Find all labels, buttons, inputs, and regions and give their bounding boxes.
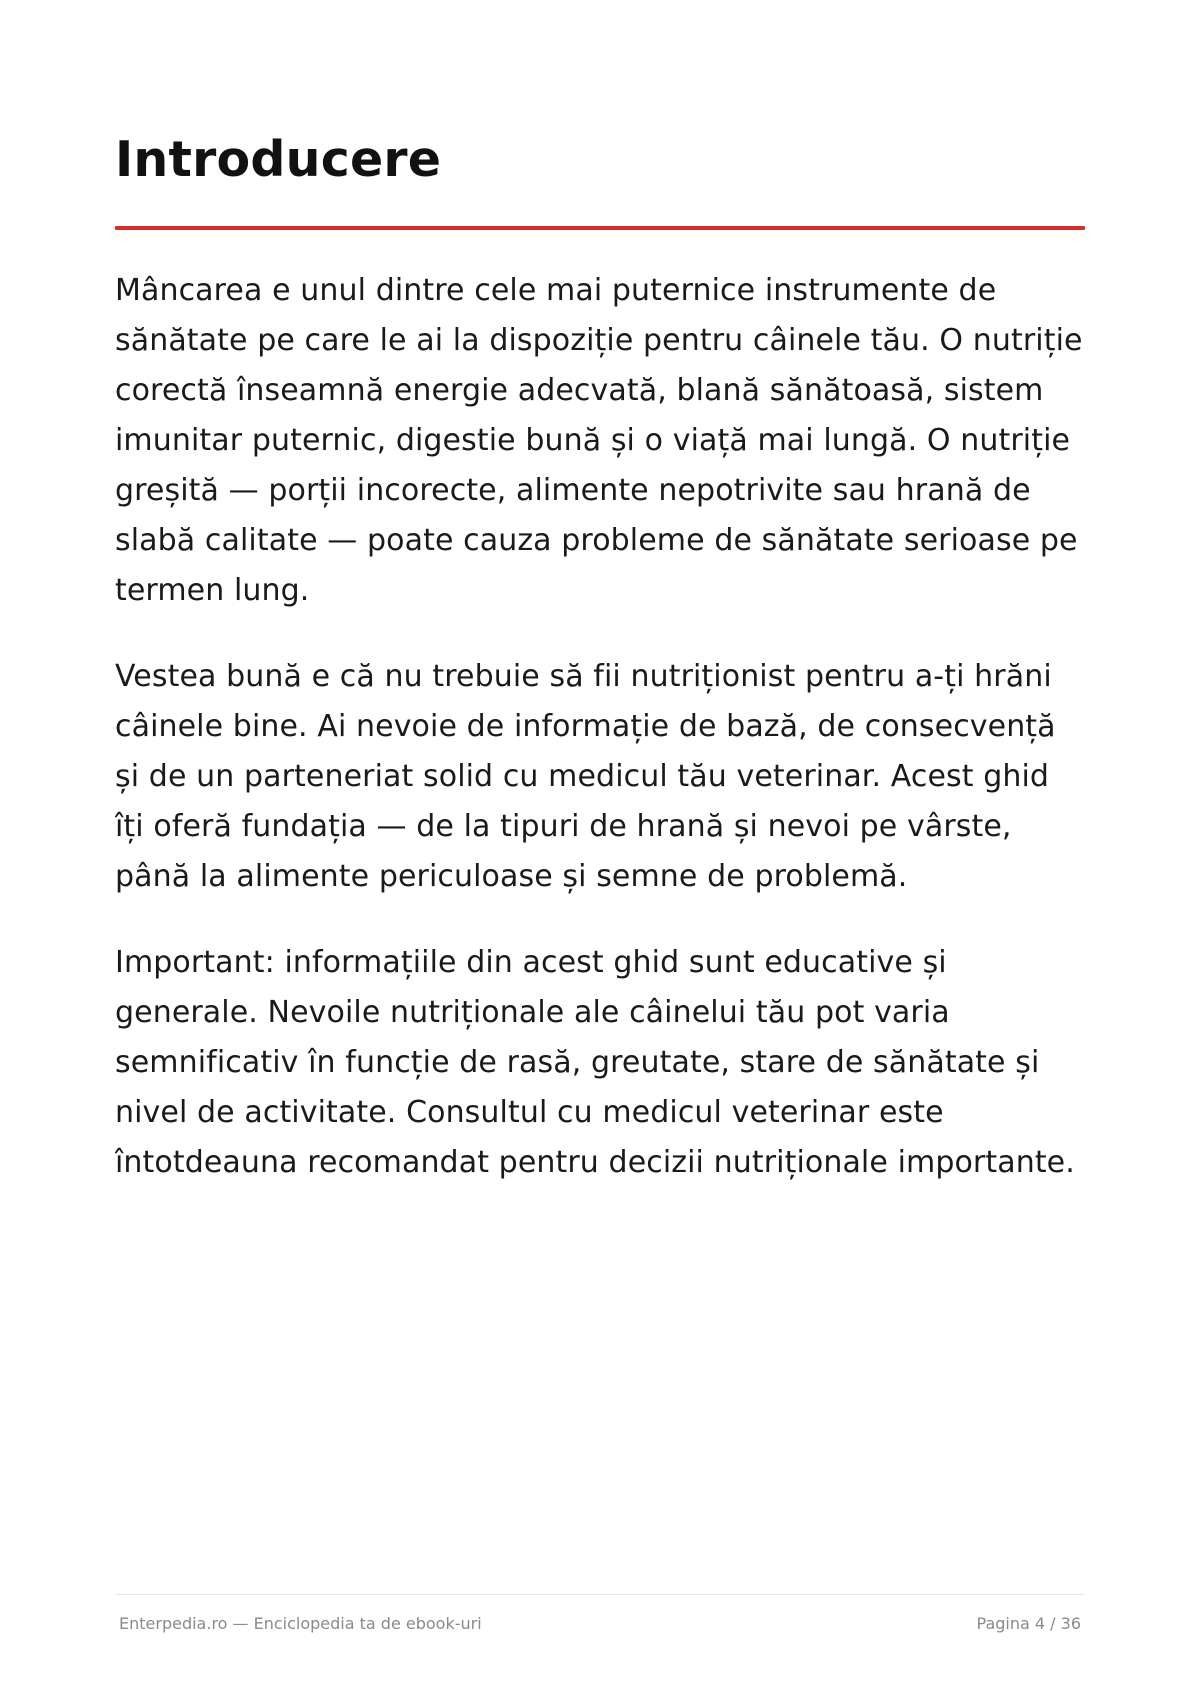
page-footer: [119, 1614, 1081, 1633]
title-divider: [115, 226, 1085, 230]
footer-divider: [115, 1594, 1085, 1595]
page-title: Introducere: [115, 131, 442, 188]
document-page: [115, 0, 1085, 1683]
page-number: Pagina 4 / 36: [976, 1614, 1081, 1633]
paragraph-good-news: Vestea bună e că nu trebuie să fii nutriționist pentru a-ți hrăni câinele bine. Ai nevoie de informație de bază, de consecvență și de un parteneriat solid cu medicul tău veterinar. Acest ghid îți oferă fundația — de la tipuri de hrană și nevoi pe vârste, până la alimente periculoase și semne de problemă.: [115, 659, 1056, 894]
body-text: [115, 266, 1085, 1224]
footer-site-text: Enterpedia.ro — Enciclopedia ta de ebook-uri: [119, 1614, 482, 1633]
paragraph-intro: Mâncarea e unul dintre cele mai puternice instrumente de sănătate pe care le ai la dispoziție pentru câinele tău. O nutriție corectă înseamnă energie adecvată, blană sănătoasă, sistem imunitar puternic, digestie bună și o viață mai lungă. O nutriție greșită — porții incorecte, alimente nepotrivite sau hrană de slabă calitate — poate cauza probleme de sănătate serioase pe termen lung.: [115, 273, 1083, 608]
paragraph-important-note: Important: informațiile din acest ghid sunt educative și generale. Nevoile nutriționale ale câinelui tău pot varia semnificativ în funcție de rasă, greutate, stare de sănătate și nivel de activitate. Consultul cu medicul veterinar este întotdeauna recomandat pentru decizii nutriționale importante.: [115, 945, 1075, 1180]
